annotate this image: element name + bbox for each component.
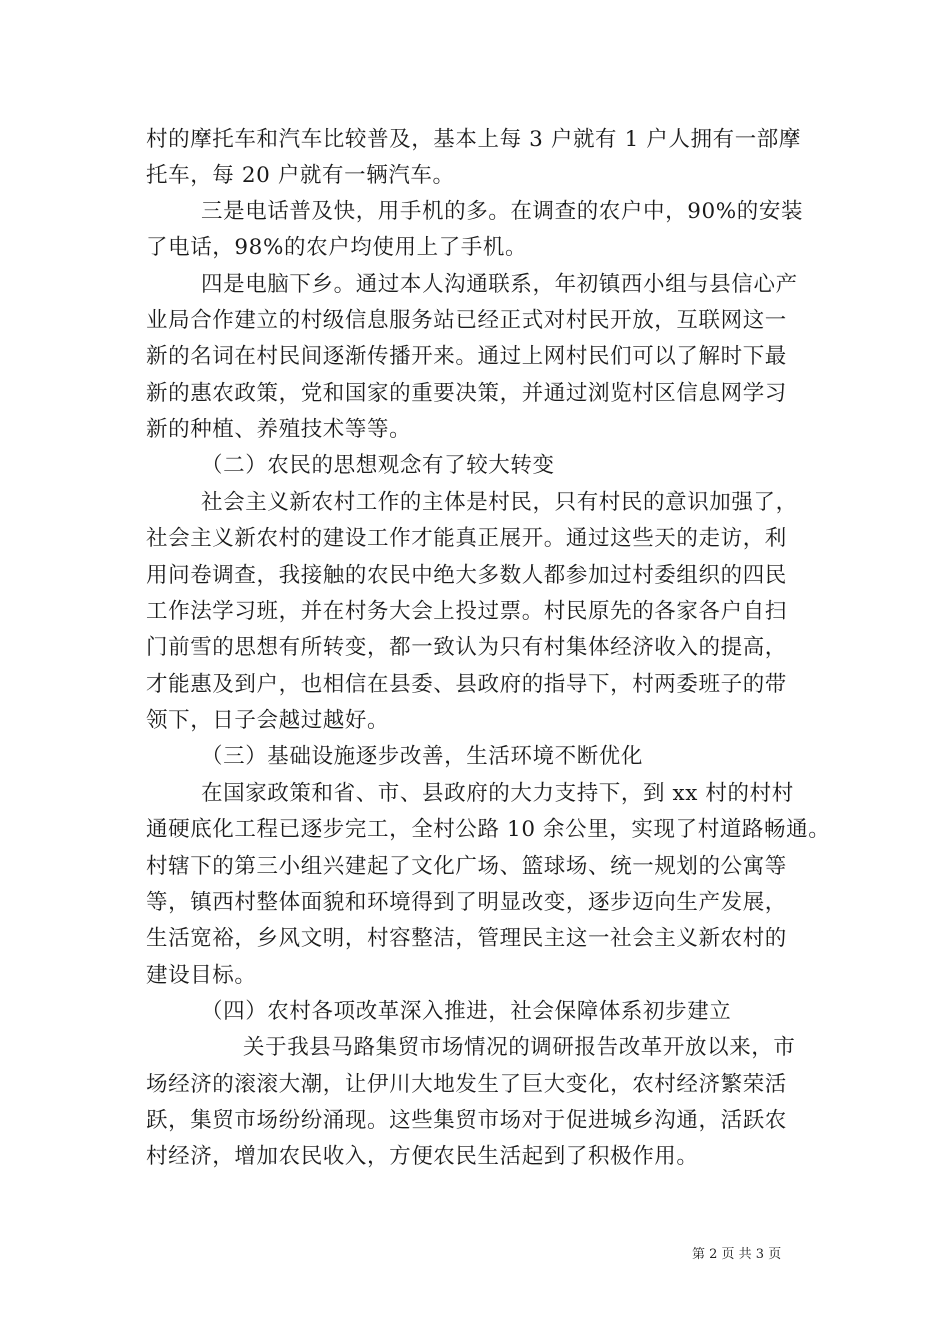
text-line: 场经济的滚滚大潮，让伊川大地发生了巨大变化，农村经济繁荣活 bbox=[146, 1072, 787, 1097]
text-line: 关于我县马路集贸市场情况的调研报告改革开放以来，市 bbox=[243, 1035, 796, 1060]
text-line: 村辖下的第三小组兴建起了文化广场、篮球场、统一规划的公寓等 bbox=[146, 854, 787, 879]
text-line: 四是电脑下乡。通过本人沟通联系，年初镇西小组与县信心产 bbox=[201, 272, 798, 297]
text-line: 跃，集贸市场纷纷涌现。这些集贸市场对于促进城乡沟通，活跃农 bbox=[146, 1108, 787, 1133]
text-line: 三是电话普及快，用手机的多。在调查的农户中，90%的安装 bbox=[201, 199, 804, 224]
section-heading: （四）农村各项改革深入推进，社会保障体系初步建立 bbox=[201, 999, 732, 1024]
text-line: 领下，日子会越过越好。 bbox=[146, 708, 390, 733]
text-line: 社会主义新农村工作的主体是村民，只有村民的意识加强了， bbox=[201, 490, 798, 515]
text-line: 新的惠农政策，党和国家的重要决策，并通过浏览村区信息网学习 bbox=[146, 381, 787, 406]
text-line: 村经济，增加农民收入，方便农民生活起到了积极作用。 bbox=[146, 1144, 699, 1169]
text-line: 在国家政策和省、市、县政府的大力支持下，到 xx 村的村村 bbox=[201, 781, 794, 806]
page-number-footer: 第 2 页 共 3 页 bbox=[692, 1247, 782, 1262]
text-line: 等，镇西村整体面貌和环境得到了明显改变，逐步迈向生产发展， bbox=[146, 890, 787, 915]
text-line: 新的名词在村民间逐渐传播开来。通过上网村民们可以了解时下最 bbox=[146, 344, 787, 369]
text-line: 工作法学习班，并在村务大会上投过票。村民原先的各家各户自扫 bbox=[146, 599, 787, 624]
text-line: 社会主义新农村的建设工作才能真正展开。通过这些天的走访，利 bbox=[146, 526, 787, 551]
text-line: 村的摩托车和汽车比较普及，基本上每 3 户就有 1 户人拥有一部摩 bbox=[146, 127, 801, 152]
text-line: 业局合作建立的村级信息服务站已经正式对村民开放，互联网这一 bbox=[146, 308, 787, 333]
text-line: 通硬底化工程已逐步完工，全村公路 10 余公里，实现了村道路畅通。 bbox=[146, 817, 831, 842]
section-heading: （二）农民的思想观念有了较大转变 bbox=[201, 453, 555, 478]
text-line: 门前雪的思想有所转变，都一致认为只有村集体经济收入的提高， bbox=[146, 635, 787, 660]
text-line: 用问卷调查，我接触的农民中绝大多数人都参加过村委组织的四民 bbox=[146, 563, 787, 588]
text-line: 托车，每 20 户就有一辆汽车。 bbox=[146, 163, 455, 188]
text-line: 生活宽裕，乡风文明，村容整洁，管理民主这一社会主义新农村的 bbox=[146, 926, 787, 951]
text-line: 了电话，98%的农户均使用上了手机。 bbox=[146, 235, 528, 260]
text-line: 建设目标。 bbox=[146, 963, 257, 988]
section-heading: （三）基础设施逐步改善，生活环境不断优化 bbox=[201, 744, 644, 769]
text-line: 才能惠及到户，也相信在县委、县政府的指导下，村两委班子的带 bbox=[146, 672, 787, 697]
text-line: 新的种植、养殖技术等等。 bbox=[146, 417, 412, 442]
